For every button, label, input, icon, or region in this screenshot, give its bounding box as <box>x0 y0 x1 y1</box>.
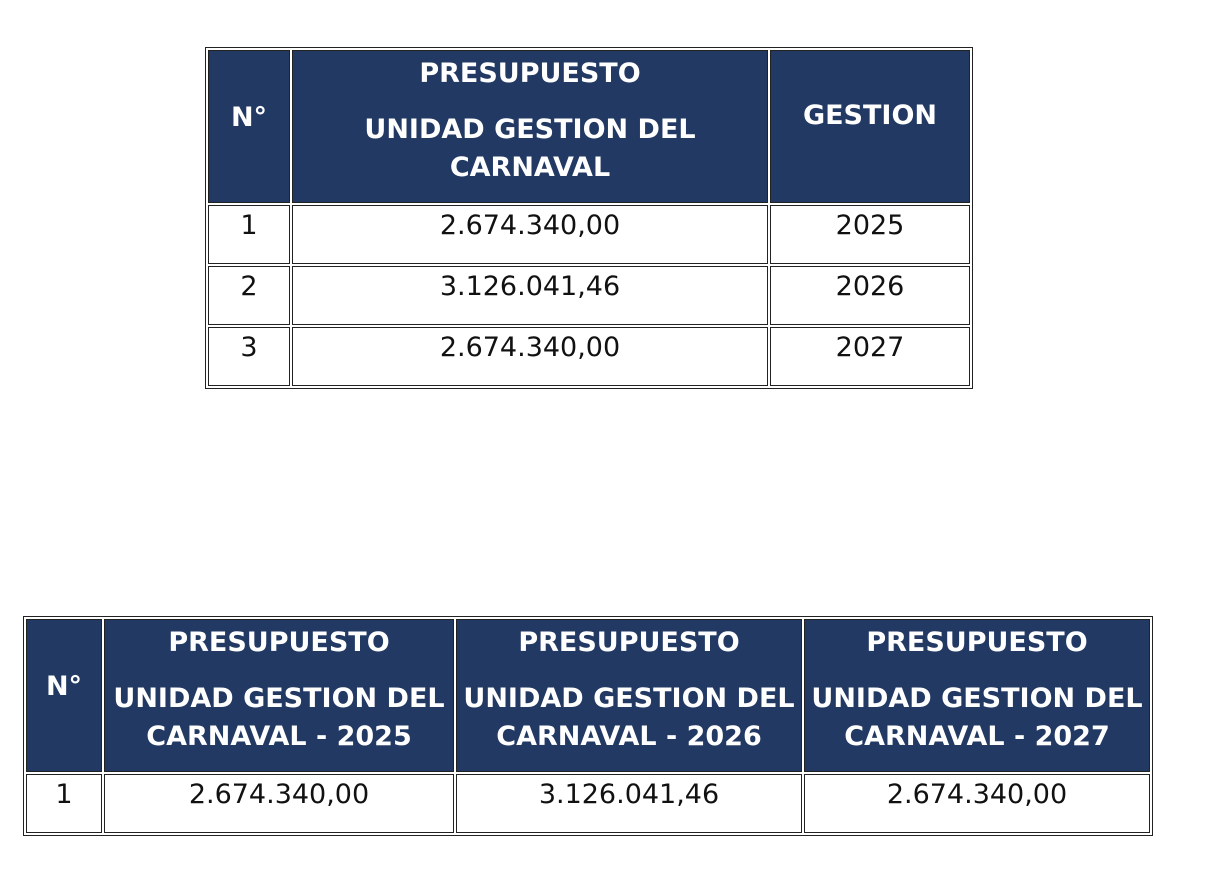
header-no <box>208 50 290 203</box>
cell-gestion: 2025 <box>770 205 970 264</box>
table-header-row <box>26 619 1150 772</box>
cell-presupuesto: 2.674.340,00 <box>292 327 768 386</box>
header-gestion <box>770 50 970 203</box>
header-line2: UNIDAD GESTION DEL <box>463 683 795 714</box>
cell-no: 2 <box>208 266 290 325</box>
header-line3: CARNAVAL - 2026 <box>496 721 762 752</box>
header-gestion-label: GESTION <box>802 100 938 131</box>
cell-no: 3 <box>208 327 290 386</box>
header-line3: CARNAVAL - 2025 <box>146 721 412 752</box>
table-header-row <box>208 50 970 203</box>
header-presupuesto-2025 <box>104 619 454 772</box>
header-line1: PRESUPUESTO <box>518 627 740 658</box>
table-row <box>208 205 970 264</box>
cell-presupuesto-2025: 2.674.340,00 <box>104 774 454 833</box>
cell-presupuesto: 2.674.340,00 <box>292 205 768 264</box>
cell-presupuesto: 3.126.041,46 <box>292 266 768 325</box>
header-line2: UNIDAD GESTION DEL <box>811 683 1143 714</box>
cell-presupuesto-2026: 3.126.041,46 <box>456 774 802 833</box>
header-no <box>26 619 102 772</box>
header-presupuesto-2027 <box>804 619 1150 772</box>
header-presupuesto-line3: CARNAVAL <box>449 152 611 183</box>
header-line2: UNIDAD GESTION DEL <box>113 683 445 714</box>
header-line3: CARNAVAL - 2027 <box>844 721 1110 752</box>
header-no-label: N° <box>230 102 268 133</box>
budget-by-year-table <box>205 47 973 389</box>
cell-gestion: 2026 <box>770 266 970 325</box>
header-presupuesto-line2: UNIDAD GESTION DEL <box>364 114 696 145</box>
cell-presupuesto-2027: 2.674.340,00 <box>804 774 1150 833</box>
header-presupuesto-2026 <box>456 619 802 772</box>
cell-no: 1 <box>26 774 102 833</box>
header-presupuesto <box>292 50 768 203</box>
header-line1: PRESUPUESTO <box>168 627 390 658</box>
cell-no: 1 <box>208 205 290 264</box>
table-row <box>208 266 970 325</box>
cell-gestion: 2027 <box>770 327 970 386</box>
table-row <box>26 774 1150 833</box>
budget-by-column-table <box>23 616 1153 836</box>
table-row <box>208 327 970 386</box>
header-presupuesto-line1: PRESUPUESTO <box>419 58 641 89</box>
header-no-label: N° <box>45 671 83 702</box>
header-line1: PRESUPUESTO <box>866 627 1088 658</box>
